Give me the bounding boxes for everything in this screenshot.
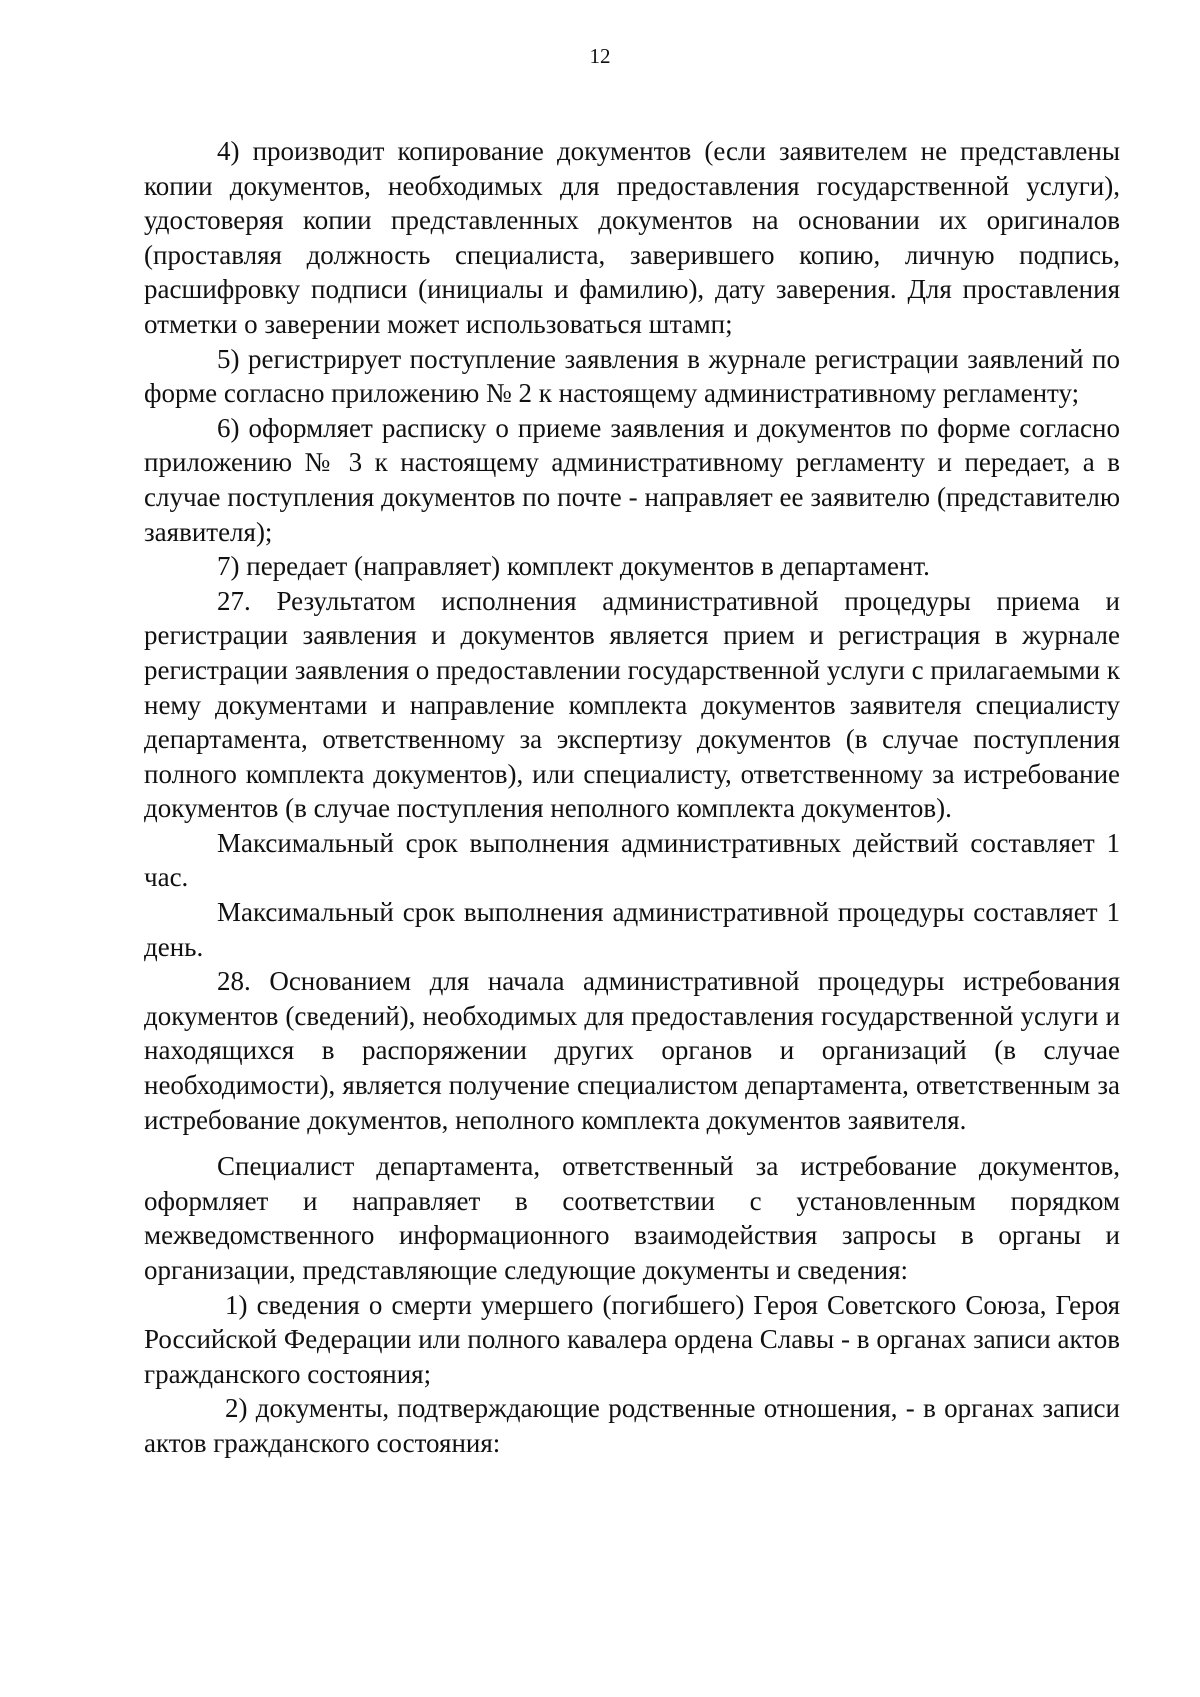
paragraph-clause-28: 28. Основанием для начала административной процедуры истребования документов (сведений), необходимых для предоставления государственной услуги и находящихся в распоряжении других органов и организаций (в случае необходимости), является получение специалистом департамента, ответственным за истребование документов, неполного комплекта документов заявителя. xyxy=(144,966,1120,1135)
paragraph-item-6-receipt: 6) оформляет расписку о приеме заявления и документов по форме согласно приложению № 3 к настоящему административному регламенту и передает, а в случае поступления документов по почте - направляет ее заявителю (представителю заявителя); xyxy=(144,412,1120,547)
page-number: 12 xyxy=(589,44,611,68)
paragraph-item-7-transfer: 7) передает (направляет) комплект документов в департамент. xyxy=(217,551,930,582)
paragraph-item-4-copying: 4) производит копирование документов (если заявителем не представлены копии документов, необходимых для предоставления государственной услуги), удостоверяя копии представленных документов на основании их оригиналов (проставляя должность специалиста, заверившего копию, личную подпись, расшифровку подписи (инициалы и фамилию), дату заверения. Для проставления отметки о заверении может использоваться штамп; xyxy=(144,136,1120,339)
paragraph-request-item-2: 2) документы, подтверждающие родственные отношения, - в органах записи актов гражданского состояния: xyxy=(144,1393,1120,1458)
paragraph-max-term-actions: Максимальный срок выполнения административных действий составляет 1 час. xyxy=(144,827,1120,893)
paragraph-clause-27: 27. Результатом исполнения административной процедуры приема и регистрации заявления и документов является прием и регистрация в журнале регистрации заявления о предоставлении государственной услуги с прилагаемыми к нему документами и направление комплекта документов заявителя специалисту департамента, ответственному за экспертизу документов (в случае поступления полного комплекта документов), или специалисту, ответственному за истребование документов (в случае поступления неполного комплекта документов). xyxy=(144,585,1120,824)
paragraph-max-term-procedure: Максимальный срок выполнения административной процедуры составляет 1 день. xyxy=(144,897,1120,962)
paragraph-specialist-requests: Специалист департамента, ответственный за истребование документов, оформляет и направляет в соответствии с установленным порядком межведомственного информационного взаимодействия запросы в органы и организации, представляющие следующие документы и сведения: xyxy=(144,1151,1120,1285)
paragraph-item-5-registration: 5) регистрирует поступление заявления в журнале регистрации заявлений по форме согласно приложению № 2 к настоящему административному регламенту; xyxy=(144,343,1120,409)
paragraph-request-item-1: 1) сведения о смерти умершего (погибшего) Героя Советского Союза, Героя Российской Федерации или полного кавалера ордена Славы - в органах записи актов гражданского состояния; xyxy=(144,1289,1120,1389)
document-body xyxy=(144,134,1120,1461)
